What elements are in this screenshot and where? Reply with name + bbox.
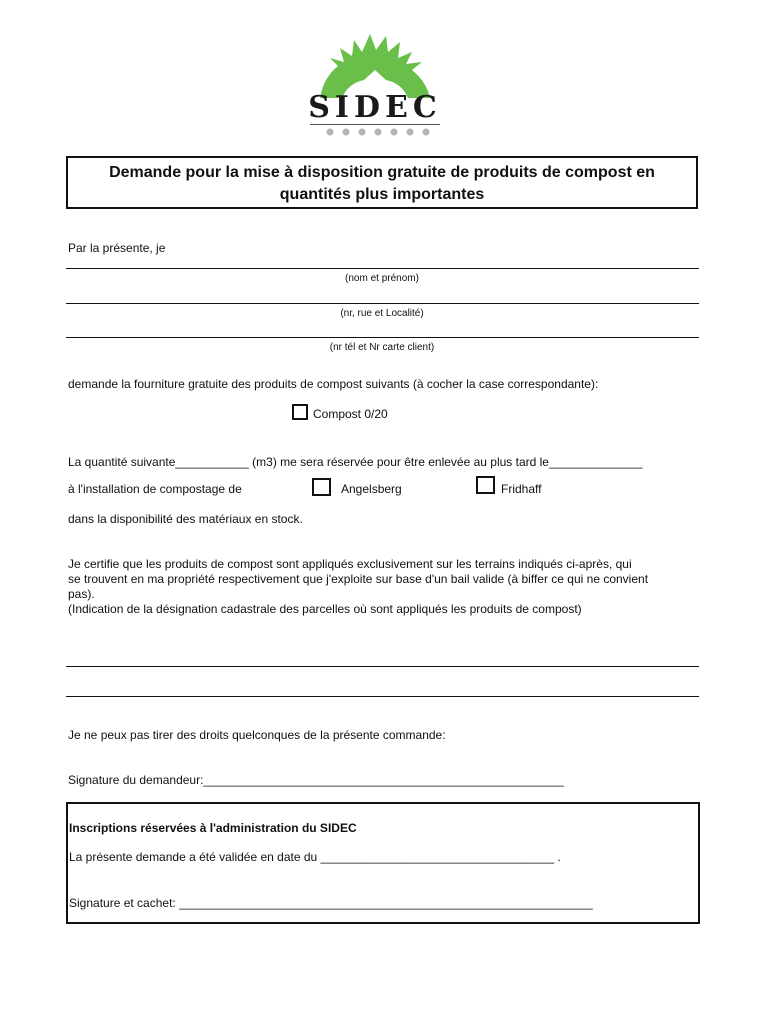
logo-underline [310, 124, 440, 125]
installation-label: à l'installation de compostage de [68, 482, 242, 496]
name-caption: (nom et prénom) [345, 273, 419, 284]
request-text: demande la fourniture gratuite des produits de compost suivants (à cocher la case correspondante): [68, 377, 599, 391]
fridhaff-checkbox[interactable] [476, 476, 495, 494]
admin-section-box [66, 802, 700, 924]
certify-line3: pas). [68, 587, 95, 601]
form-title-box [66, 156, 698, 209]
form-title-line1: Demande pour la mise à disposition gratuite de produits de compost en [109, 164, 655, 181]
fridhaff-label: Fridhaff [501, 482, 542, 496]
validation-date-field[interactable]: La présente demande a été validée en date du ___________________________________ . [69, 850, 561, 864]
certify-line4: (Indication de la désignation cadastrale des parcelles où sont appliqués les produits de compost) [68, 602, 582, 616]
phone-input-line[interactable] [66, 337, 699, 338]
phone-caption: (nr tél et Nr carte client) [329, 342, 435, 353]
address-caption: (nr, rue et Localité) [340, 308, 424, 319]
sidec-logo [300, 30, 450, 135]
parcel-input-line-1[interactable] [66, 666, 699, 667]
certify-line1: Je certifie que les produits de compost sont appliqués exclusivement sur les terrains indiqués ci-après, qui [68, 557, 632, 571]
compost-option-label: Compost 0/20 [313, 407, 388, 421]
applicant-signature-field[interactable]: Signature du demandeur:______________________________________________________ [68, 773, 564, 787]
address-input-line[interactable] [66, 303, 699, 304]
quantity-text: La quantité suivante___________ (m3) me sera réservée pour être enlevée au plus tard le______________ [68, 455, 643, 469]
logo-dots-icon [322, 127, 432, 137]
parcel-input-line-2[interactable] [66, 696, 699, 697]
admin-signature-field[interactable]: Signature et cachet: ______________________________________________________________ [69, 896, 593, 910]
certify-line2: se trouvent en ma propriété respectivement que j'exploite sur base d'un bail valide (à biffer ce qui ne convient [68, 572, 649, 586]
form-title-line2: quantités plus importantes [279, 186, 485, 203]
angelsberg-checkbox[interactable] [312, 478, 331, 496]
angelsberg-label: Angelsberg [341, 482, 402, 496]
intro-text: Par la présente, je [68, 241, 166, 255]
admin-heading: Inscriptions réservées à l'administration du SIDEC [69, 821, 357, 835]
name-input-line[interactable] [66, 268, 699, 269]
compost-checkbox[interactable] [292, 404, 308, 420]
no-rights-text: Je ne peux pas tirer des droits quelconques de la présente commande: [68, 728, 446, 742]
stock-text: dans la disponibilité des matériaux en stock. [68, 512, 303, 526]
logo-text: SIDEC [308, 90, 442, 125]
